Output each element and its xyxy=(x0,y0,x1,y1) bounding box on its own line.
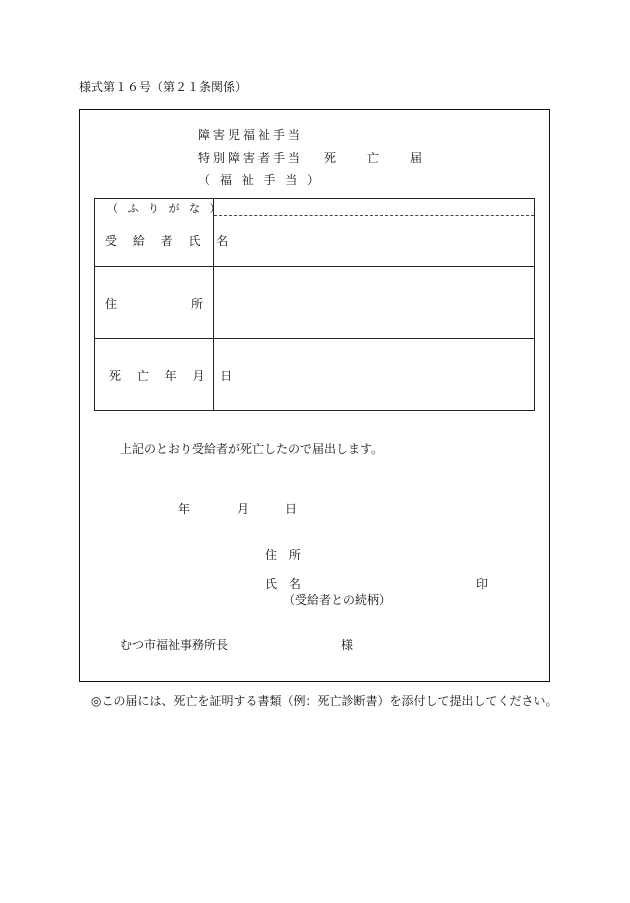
title-line-3: （ 福 祉 手 当 ） xyxy=(198,173,323,187)
seal-label: 印 xyxy=(476,577,489,591)
date-day-label: 日 xyxy=(285,502,298,516)
notifier-name-label: 氏 名 xyxy=(265,577,305,591)
recipient-name-field[interactable] xyxy=(214,216,534,266)
furigana-label: （ ふ り が な ） xyxy=(107,202,224,215)
recipient-name-label: 受 給 者 氏 名 xyxy=(105,234,235,248)
date-month-label: 月 xyxy=(237,502,250,516)
recipient-value-cell[interactable] xyxy=(214,199,535,267)
notifier-address-label: 住 所 xyxy=(265,548,305,562)
title-char-shi: 死 xyxy=(324,151,340,165)
attachment-note: ◎この届には、死亡を証明する書類（例：死亡診断書）を添付して提出してください。 xyxy=(91,694,558,708)
death-date-label: 死 亡 年 月 日 xyxy=(109,369,239,383)
form-number: 様式第１６号（第２１条関係） xyxy=(79,80,248,94)
title-char-bou: 亡 xyxy=(367,151,383,165)
date-year-label: 年 xyxy=(178,502,191,516)
death-date-label-cell xyxy=(95,339,239,411)
address-label-left: 住 xyxy=(105,297,118,311)
title-char-todoke: 届 xyxy=(410,151,426,165)
addressee-office: むつ市福祉事務所長 xyxy=(120,638,229,652)
address-label-right: 所 xyxy=(191,297,204,311)
title-line-2-left: 特別障害者手当 xyxy=(198,151,304,165)
statement: 上記のとおり受給者が死亡したので届出します。 xyxy=(120,442,384,456)
address-label-cell xyxy=(95,267,214,339)
relationship-label: （受給者との続柄） xyxy=(283,593,392,607)
death-date-field[interactable] xyxy=(214,339,535,411)
recipient-label-cell xyxy=(95,199,235,267)
info-table xyxy=(94,198,535,411)
address-field[interactable] xyxy=(214,267,535,339)
addressee-honorific: 様 xyxy=(341,638,354,652)
furigana-field[interactable] xyxy=(214,199,534,216)
title-line-1: 障害児福祉手当 xyxy=(198,128,304,142)
